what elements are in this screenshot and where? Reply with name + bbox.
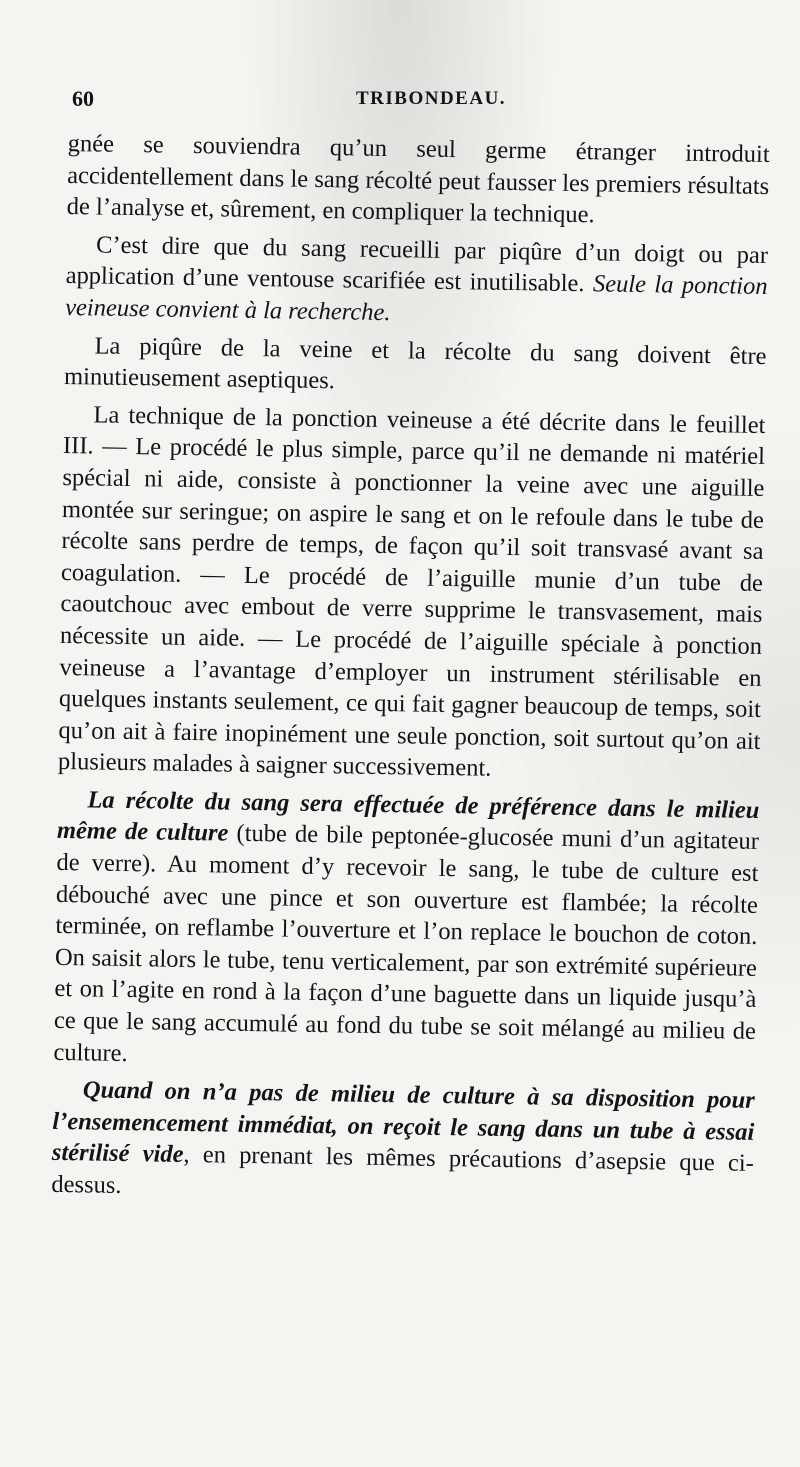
body-text: [51, 128, 770, 1217]
paragraph-5-emphasis: La récolte du sang sera effectuée de préférence dans le milieu même de culture: [56, 786, 760, 848]
paragraph-4: La technique de la ponction veineuse a été décrite dans le feuillet III. — Le procédé le plus simple, parce qu’il ne demande ni matériel spécial ni aide, consiste à ponctionner la veine avec une aiguille montée sur seringue; on aspire le sang et on le refoule dans le tube de récolte sans perdre de temps, de façon qu’il soit transvasé avant sa coagulation. — Le procédé de l’aiguille munie d’un tube de caoutchouc avec embout de verre supprime le transvasement, mais nécessite un aide. — Le procédé de l’aiguille spéciale à ponction veineuse a l’avantage d’employer un instrument stérilisable en quelques instants seulement, ce qui fait gagner beaucoup de temps, soit qu’on ait à faire inopinément une seule ponction, soit surtout qu’on ait plusieurs malades à saigner successivement.: [57, 401, 766, 783]
paragraph-2-text: C’est dire que du sang recueilli par piqûre d’un doigt ou par application d’une ventouse scarifiée est inutilisable.: [65, 231, 769, 298]
paragraph-1: gnée se souviendra qu’un seul germe étranger introduit accidentellement dans le sang récolté peut fausser les premiers résultats de l’analyse et, sûrement, en compliquer la technique.: [66, 129, 770, 229]
page-number: 60: [72, 86, 94, 111]
running-title: TRIBONDEAU.: [356, 88, 507, 109]
paragraph-2-emphasis: Seule la ponction veineuse convient à la recherche.: [64, 270, 768, 327]
running-head: [72, 86, 772, 120]
paragraph-5-text: (tube de bile peptonée-glucosée muni d’un agitateur de verre). Au moment d’y recevoir le sang, le tube de culture est débouché avec une pince et son ouverture est flambée; la récolte terminée, on reflambe l’ouverture et l’on replace le bouchon de coton. On saisit alors le tube, tenu verticalement, par son extrémité supérieure et on l’agite en rond à la façon d’une baguette dans un liquide jusqu’à ce que le sang accumulé au fond du tube se soit mélangé au milieu de culture.: [53, 820, 760, 1067]
paragraph-6-text: , en prenant les mêmes précautions d’asepsie que ci-dessus.: [51, 1141, 755, 1199]
paragraph-5: [53, 784, 759, 1079]
paragraph-3: La piqûre de la veine et la récolte du sang doivent être minutieusement aseptiques.: [63, 332, 767, 395]
paragraph-6: [51, 1074, 755, 1211]
paragraph-2: [65, 229, 768, 335]
paragraph-6-emphasis: Quand on n’a pas de milieu de culture à sa disposition pour l’ensemencement immédiat, on reçoit le sang dans un tube à essai stérilisé vide: [51, 1076, 756, 1169]
